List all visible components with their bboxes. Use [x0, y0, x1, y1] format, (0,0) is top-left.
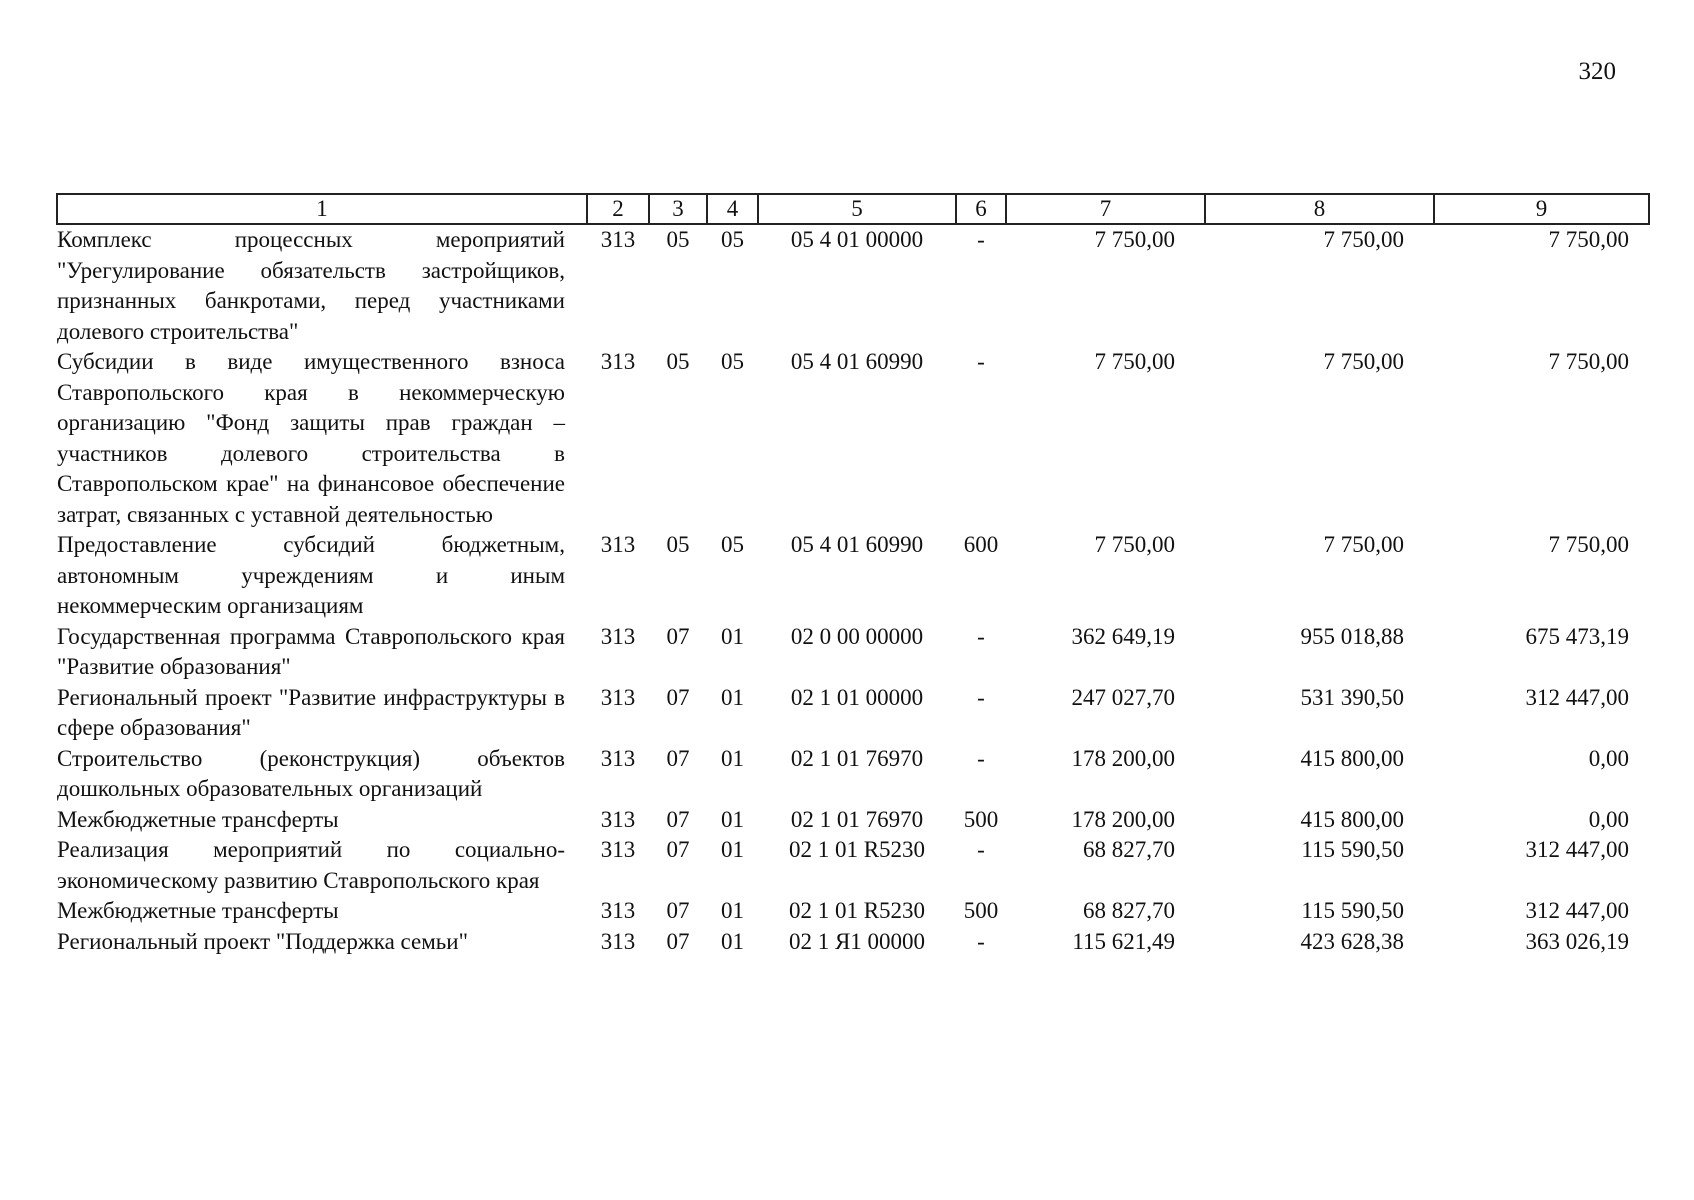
row-section-code: 05 — [666, 349, 690, 374]
row-amount-col8: 531 390,50 — [1300, 684, 1404, 710]
row-name: Государственная программа Ставропольского края "Развитие образования" — [57, 623, 565, 679]
row-subsection-code: 01 — [721, 898, 744, 923]
page-number: 320 — [1578, 58, 1616, 85]
row-amount-col8: 7 750,00 — [1323, 227, 1404, 252]
row-amount-col8: 115 590,50 — [1301, 898, 1404, 923]
row-amount-col9: 7 750,00 — [1548, 227, 1629, 252]
table-row — [57, 927, 1649, 958]
row-name: Региональный проект "Развитие инфраструктуры в сфере образования" — [57, 684, 565, 740]
row-section-code: 07 — [666, 745, 690, 771]
row-expense-type: - — [977, 623, 985, 649]
row-amount-col7: 362 649,19 — [1071, 623, 1175, 649]
row-ministry-code: 313 — [600, 806, 636, 832]
col-header-8: 8 — [1205, 194, 1434, 224]
row-target-article: 02 1 01 76970 — [790, 745, 924, 771]
row-name: Предоставление субсидий бюджетным, автономным учреждениям и иным некоммерческим организациям — [57, 532, 565, 618]
row-amount-col8: 955 018,88 — [1300, 623, 1404, 649]
row-amount-col7: 178 200,00 — [1071, 745, 1175, 771]
row-name: Комплекс процессных мероприятий "Урегулирование обязательств застройщиков, признанных банкротами, перед участниками долевого строительства" — [57, 227, 565, 344]
row-amount-col9: 312 447,00 — [1525, 837, 1629, 862]
row-target-article: 05 4 01 60990 — [790, 532, 924, 557]
row-name: Строительство (реконструкция) объектов дошкольных образовательных организаций — [57, 745, 565, 801]
row-subsection-code: 01 — [721, 837, 744, 862]
table-body — [57, 224, 1649, 957]
row-ministry-code: 313 — [600, 532, 636, 557]
row-target-article: 02 1 01 76970 — [790, 806, 924, 832]
row-name: Межбюджетные трансферты — [57, 898, 339, 923]
col-header-9: 9 — [1434, 194, 1649, 224]
row-ministry-code: 313 — [600, 745, 636, 771]
row-amount-col7: 7 750,00 — [1094, 349, 1175, 374]
row-subsection-code: 01 — [721, 623, 744, 649]
row-name: Межбюджетные трансферты — [57, 806, 339, 832]
table-row — [57, 622, 1649, 683]
table-row — [57, 224, 1649, 347]
row-ministry-code: 313 — [600, 837, 636, 862]
row-amount-col7: 68 827,70 — [1083, 837, 1175, 862]
row-target-article: 02 1 01 R5230 — [788, 837, 926, 862]
table-row — [57, 744, 1649, 805]
row-amount-col9: 363 026,19 — [1525, 928, 1629, 954]
row-ministry-code: 313 — [600, 349, 636, 374]
row-amount-col9: 312 447,00 — [1525, 898, 1629, 923]
col-header-6: 6 — [956, 194, 1006, 224]
row-amount-col7: 178 200,00 — [1071, 806, 1175, 832]
row-expense-type: - — [977, 227, 985, 252]
row-section-code: 07 — [666, 837, 690, 862]
col-header-3: 3 — [649, 194, 707, 224]
row-target-article: 05 4 01 00000 — [790, 227, 924, 252]
row-expense-type: - — [977, 928, 985, 954]
row-ministry-code: 313 — [600, 928, 636, 954]
table-row — [57, 835, 1649, 896]
row-target-article: 02 1 Я1 00000 — [788, 928, 926, 954]
col-header-7: 7 — [1006, 194, 1205, 224]
row-expense-type: 500 — [963, 806, 999, 832]
row-target-article: 02 1 01 R5230 — [788, 898, 926, 923]
row-section-code: 07 — [666, 928, 690, 954]
row-subsection-code: 05 — [721, 532, 744, 557]
header-row — [57, 194, 1649, 224]
row-section-code: 07 — [666, 806, 690, 832]
row-name: Субсидии в виде имущественного взноса Ставропольского края в некоммерческую организацию "Фонд защиты прав граждан – участников долевого строительства в Ставропольском крае" на финансовое обеспечение затрат, связанных с уставной деятельностью — [57, 349, 565, 527]
row-amount-col8: 415 800,00 — [1300, 745, 1404, 771]
row-amount-col9: 0,00 — [1588, 745, 1629, 771]
row-name: Реализация мероприятий по социально-экономическому развитию Ставропольского края — [57, 837, 565, 893]
col-header-5: 5 — [758, 194, 956, 224]
row-expense-type: - — [977, 684, 985, 710]
row-amount-col7: 68 827,70 — [1083, 898, 1175, 923]
col-header-4: 4 — [707, 194, 758, 224]
row-ministry-code: 313 — [600, 898, 636, 923]
row-subsection-code: 01 — [721, 928, 744, 954]
row-amount-col7: 7 750,00 — [1094, 227, 1175, 252]
row-expense-type: - — [977, 349, 985, 374]
row-name: Региональный проект "Поддержка семьи" — [57, 928, 468, 954]
table-row — [57, 805, 1649, 836]
row-subsection-code: 05 — [721, 227, 744, 252]
row-section-code: 07 — [666, 898, 690, 923]
row-amount-col8: 7 750,00 — [1323, 349, 1404, 374]
row-target-article: 02 1 01 00000 — [790, 684, 924, 710]
row-section-code: 07 — [666, 684, 690, 710]
row-expense-type: 600 — [963, 532, 999, 557]
table-row — [57, 896, 1649, 927]
row-ministry-code: 313 — [600, 227, 636, 252]
col-header-2: 2 — [587, 194, 649, 224]
row-section-code: 07 — [666, 623, 690, 649]
row-subsection-code: 01 — [721, 745, 744, 771]
row-subsection-code: 01 — [721, 684, 744, 710]
row-amount-col8: 423 628,38 — [1300, 928, 1404, 954]
row-amount-col9: 0,00 — [1588, 806, 1629, 832]
row-section-code: 05 — [666, 227, 690, 252]
row-amount-col7: 7 750,00 — [1094, 532, 1175, 557]
budget-table — [56, 193, 1650, 957]
row-section-code: 05 — [666, 532, 690, 557]
row-ministry-code: 313 — [600, 623, 636, 649]
row-amount-col9: 675 473,19 — [1525, 623, 1629, 649]
col-header-1: 1 — [57, 194, 587, 224]
table-row — [57, 530, 1649, 622]
row-amount-col8: 7 750,00 — [1323, 532, 1404, 557]
row-subsection-code: 01 — [721, 806, 744, 832]
row-expense-type: 500 — [963, 898, 999, 923]
row-amount-col9: 7 750,00 — [1548, 349, 1629, 374]
table-row — [57, 683, 1649, 744]
row-target-article: 02 0 00 00000 — [790, 623, 924, 649]
row-amount-col8: 115 590,50 — [1301, 837, 1404, 862]
row-subsection-code: 05 — [721, 349, 744, 374]
row-amount-col7: 115 621,49 — [1072, 928, 1175, 954]
row-expense-type: - — [977, 837, 985, 862]
row-target-article: 05 4 01 60990 — [790, 349, 924, 374]
row-amount-col8: 415 800,00 — [1300, 806, 1404, 832]
row-amount-col7: 247 027,70 — [1071, 684, 1175, 710]
table-row — [57, 347, 1649, 530]
row-expense-type: - — [977, 745, 985, 771]
row-ministry-code: 313 — [600, 684, 636, 710]
row-amount-col9: 7 750,00 — [1548, 532, 1629, 557]
row-amount-col9: 312 447,00 — [1525, 684, 1629, 710]
